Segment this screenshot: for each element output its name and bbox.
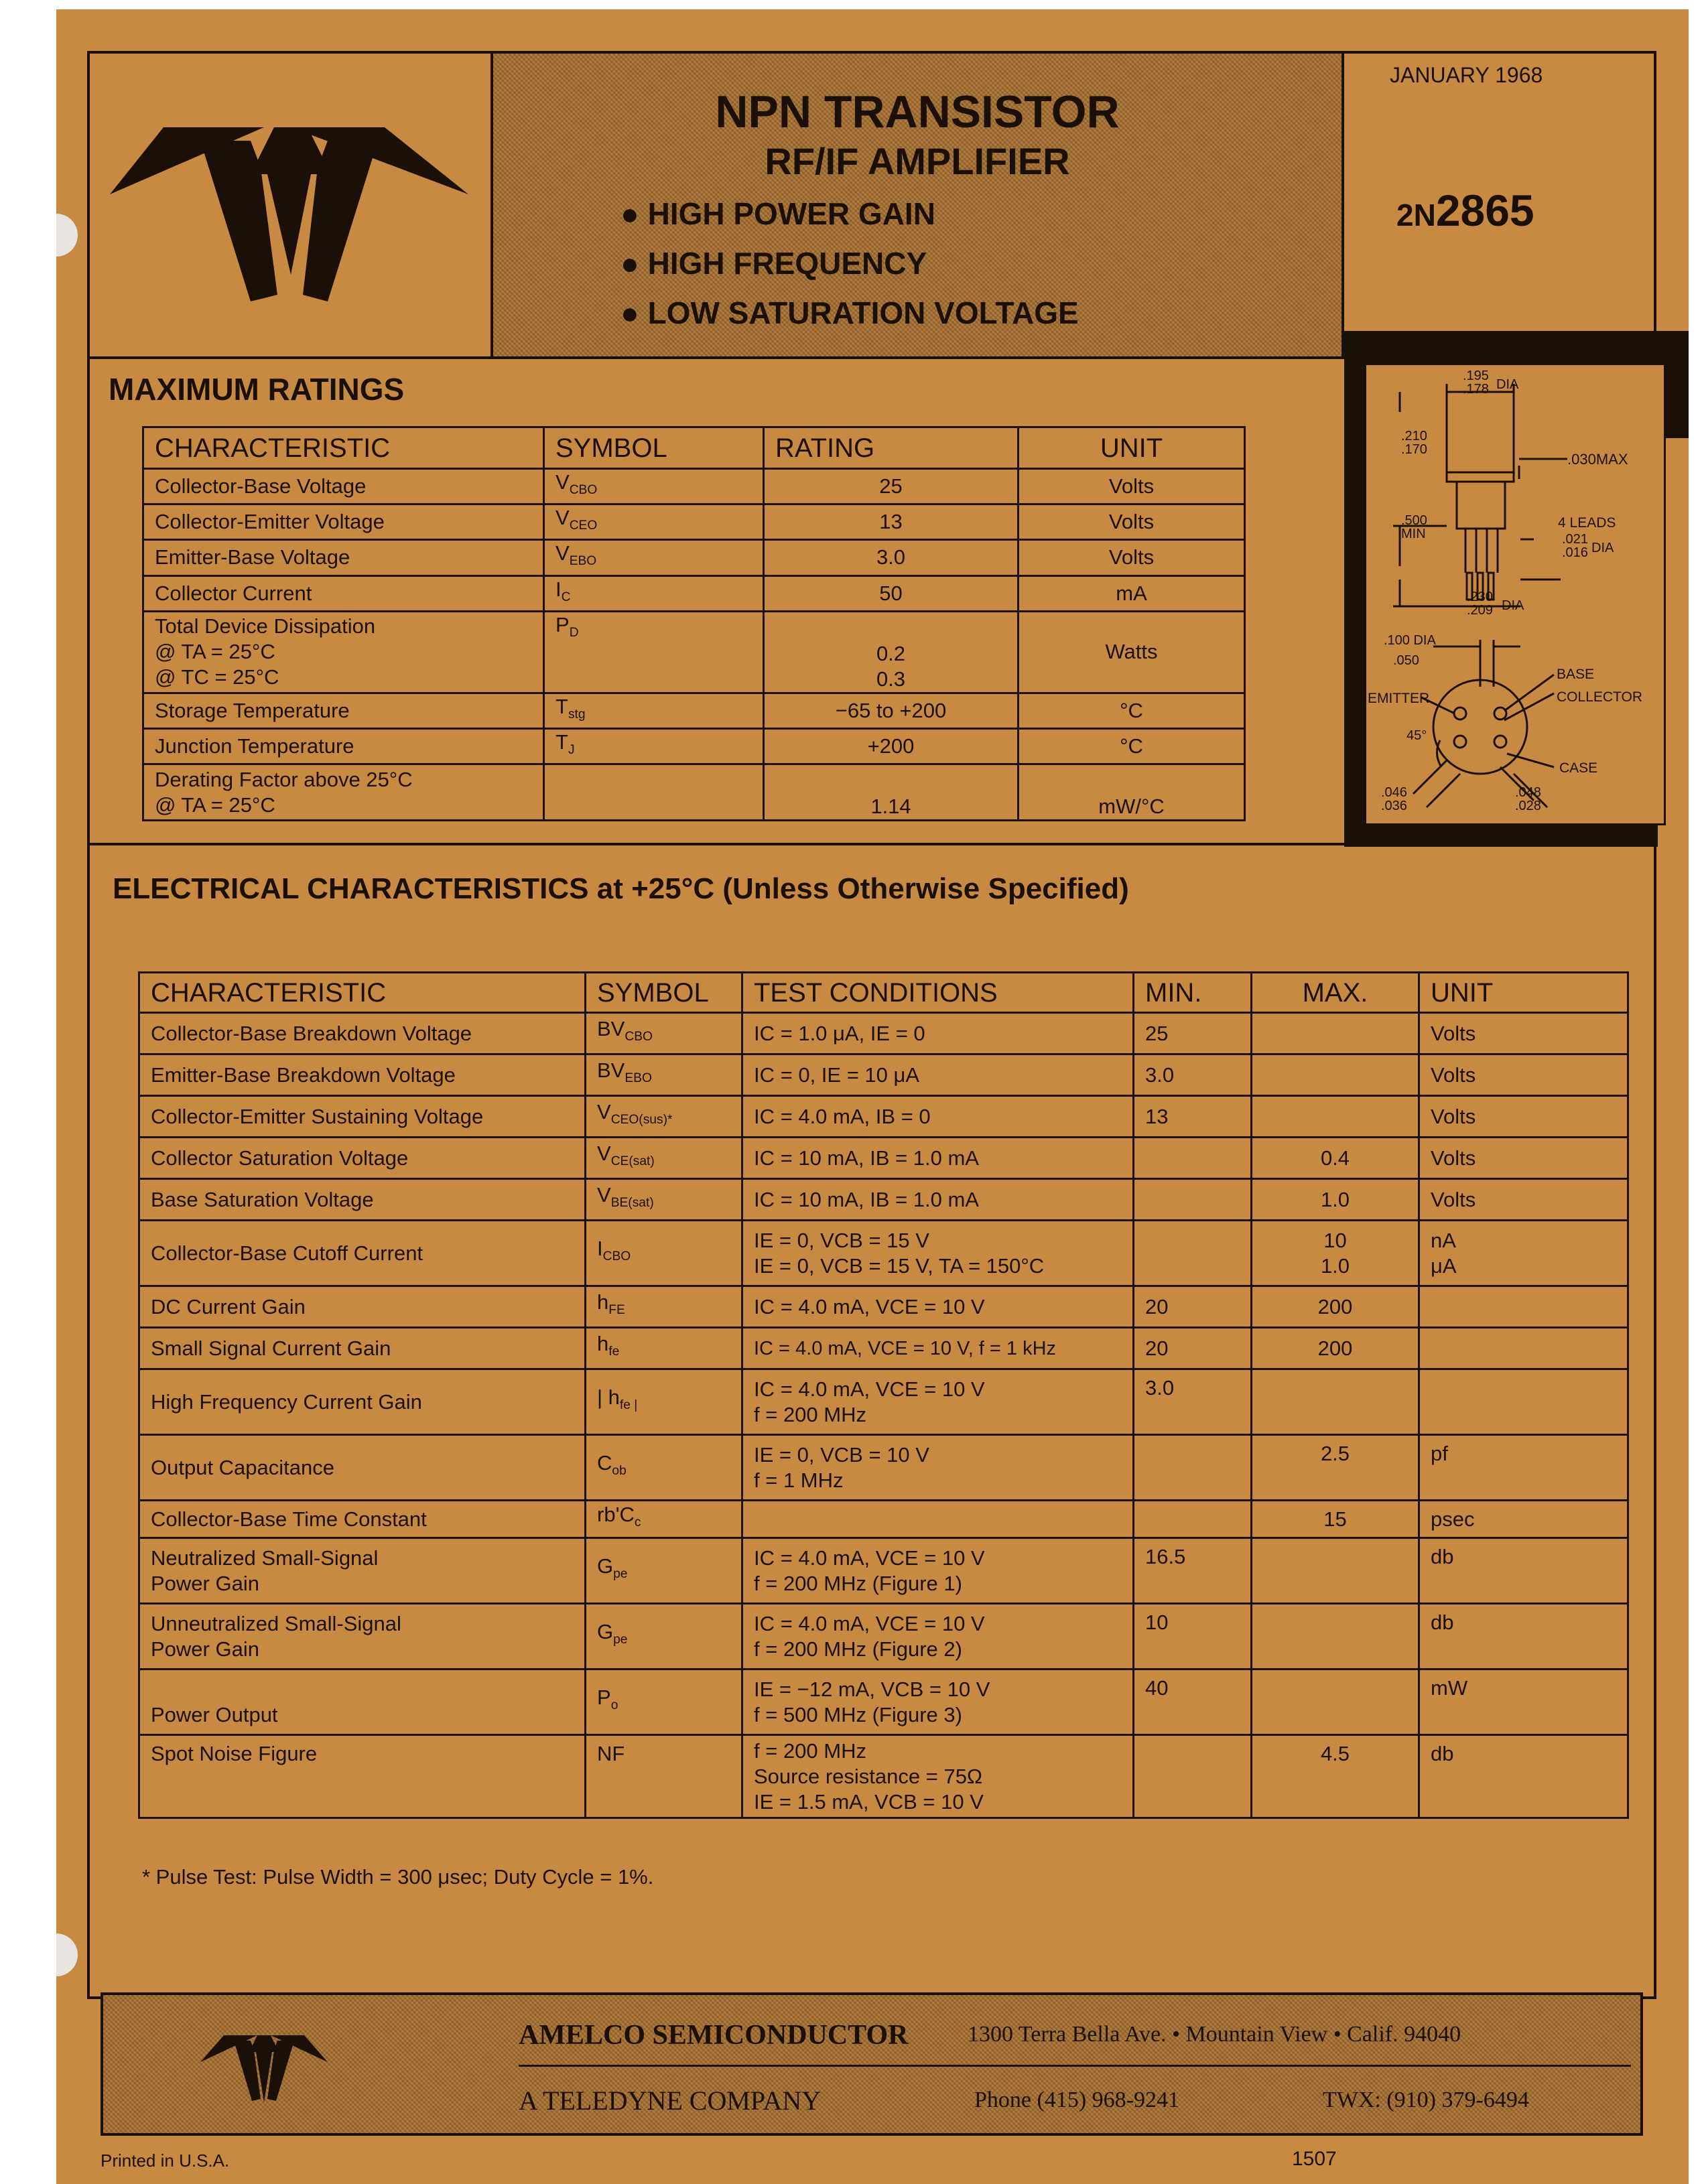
symbol-main: | h	[597, 1385, 620, 1410]
table-header-row	[139, 973, 1628, 1013]
dim-tab-2: .048 .028	[1515, 785, 1541, 813]
characteristic: Collector-Base Cutoff Current	[139, 1221, 586, 1286]
table-row	[139, 1054, 1628, 1096]
dim-base-dia: .230 .209	[1467, 590, 1493, 618]
table-row	[143, 504, 1245, 540]
max	[1252, 1096, 1419, 1138]
part-number	[1396, 185, 1534, 236]
table-row	[139, 1501, 1628, 1538]
characteristic: DC Current Gain	[139, 1286, 586, 1328]
table-row	[143, 611, 1245, 693]
min: 20	[1134, 1328, 1252, 1369]
characteristic: High Frequency Current Gain	[139, 1369, 586, 1435]
symbol-main: T	[555, 694, 568, 718]
symbol-main: h	[597, 1290, 609, 1314]
test-conditions: IC = 4.0 mA, VCE = 10 V	[742, 1286, 1134, 1328]
col-rating: RATING	[764, 427, 1019, 469]
table-row	[143, 728, 1245, 764]
symbol-main: V	[555, 470, 570, 494]
table-header-row	[143, 427, 1245, 469]
min: 10	[1134, 1604, 1252, 1669]
characteristic: Collector Current	[143, 575, 544, 611]
unit: Volts	[1019, 469, 1245, 504]
max	[1252, 1604, 1419, 1669]
characteristic: Collector-Base Breakdown Voltage	[139, 1013, 586, 1054]
symbol-main: V	[597, 1142, 611, 1166]
test-conditions: IE = −12 mA, VCB = 10 V f = 500 MHz (Figure 3)	[742, 1669, 1134, 1735]
company-name: AMELCO SEMICONDUCTOR	[519, 2020, 909, 2051]
symbol	[544, 575, 764, 611]
unit: db	[1419, 1604, 1628, 1669]
table-row	[139, 1735, 1628, 1818]
table-row	[139, 1369, 1628, 1435]
symbol	[586, 1221, 742, 1286]
col-characteristic: CHARACTERISTIC	[139, 973, 586, 1013]
dim-top-dia-label: DIA	[1496, 377, 1519, 392]
table-row	[139, 1538, 1628, 1604]
symbol-sub: C	[561, 590, 571, 604]
symbol	[586, 1369, 742, 1435]
characteristic: Emitter-Base Voltage	[143, 540, 544, 575]
table-row	[139, 1286, 1628, 1328]
rating: 1.14	[764, 764, 1019, 821]
dim-angle: 45°	[1406, 728, 1427, 743]
unit: Volts	[1419, 1096, 1628, 1138]
symbol-main: V	[597, 1183, 611, 1207]
symbol	[586, 1435, 742, 1501]
symbol-sub: fe |	[619, 1398, 638, 1413]
max	[1252, 1669, 1419, 1735]
symbol	[544, 764, 764, 821]
col-max: MAX.	[1252, 973, 1419, 1013]
characteristic: Small Signal Current Gain	[139, 1328, 586, 1369]
rating: −65 to +200	[764, 693, 1019, 728]
test-conditions: IC = 0, IE = 10 μA	[742, 1054, 1134, 1096]
dim-top-dia: .195 .178	[1463, 368, 1489, 397]
symbol-main: P	[597, 1686, 611, 1710]
feature-2: ● HIGH FREQUENCY	[620, 246, 927, 281]
dim-base-dia-label: DIA	[1502, 598, 1524, 613]
unit: db	[1419, 1538, 1628, 1604]
max-ratings-table	[142, 426, 1246, 821]
table-row	[139, 1435, 1628, 1501]
page-code: 1507	[1292, 2148, 1337, 2170]
test-conditions: IC = 4.0 mA, IB = 0	[742, 1096, 1134, 1138]
pin-base-label: BASE	[1557, 667, 1595, 682]
table-row	[139, 1179, 1628, 1221]
symbol	[586, 1669, 742, 1735]
col-min: MIN.	[1134, 973, 1252, 1013]
unit: Volts	[1019, 504, 1245, 540]
symbol-sub: CEO(sus)*	[610, 1113, 673, 1128]
teledyne-footer-logo-icon	[197, 2015, 331, 2116]
characteristic: Power Output	[139, 1669, 586, 1735]
characteristic: Total Device Dissipation @ TA = 25°C @ TC = 25°C	[143, 611, 544, 693]
unit: pf	[1419, 1435, 1628, 1501]
max: 10 1.0	[1252, 1221, 1419, 1286]
punch-hole	[56, 1933, 78, 1976]
symbol-sub: D	[569, 625, 579, 640]
max: 15	[1252, 1501, 1419, 1538]
col-characteristic: CHARACTERISTIC	[143, 427, 544, 469]
phone-number: Phone (415) 968-9241	[974, 2088, 1179, 2112]
min: 3.0	[1134, 1054, 1252, 1096]
feature-1: ● HIGH POWER GAIN	[620, 196, 935, 231]
unit: °C	[1019, 693, 1245, 728]
symbol	[544, 693, 764, 728]
min	[1134, 1435, 1252, 1501]
symbol-sub: CEO	[569, 519, 598, 533]
max	[1252, 1538, 1419, 1604]
characteristic: Collector Saturation Voltage	[139, 1138, 586, 1179]
col-test-conditions: TEST CONDITIONS	[742, 973, 1134, 1013]
dim-lead-max: .030MAX	[1567, 451, 1628, 468]
punch-hole	[56, 214, 78, 257]
unit: Volts	[1419, 1138, 1628, 1179]
max	[1252, 1369, 1419, 1435]
unit: nA μA	[1419, 1221, 1628, 1286]
characteristic: Derating Factor above 25°C @ TA = 25°C	[143, 764, 544, 821]
symbol	[586, 1179, 742, 1221]
footer-band	[101, 1992, 1643, 2136]
table-row	[139, 1096, 1628, 1138]
max-ratings-title: MAXIMUM RATINGS	[109, 372, 405, 407]
symbol	[586, 1096, 742, 1138]
min: 25	[1134, 1013, 1252, 1054]
pin-case-label: CASE	[1559, 760, 1598, 776]
symbol-sub: J	[568, 743, 575, 758]
pin-collector-label: COLLECTOR	[1557, 689, 1642, 705]
symbol-sub: c	[634, 1515, 641, 1530]
symbol	[586, 1604, 742, 1669]
symbol-main: I	[597, 1237, 603, 1261]
characteristic: Collector-Base Voltage	[143, 469, 544, 504]
symbol-main: V	[555, 541, 570, 565]
package-outline-drawing	[1364, 363, 1666, 825]
table-row	[143, 764, 1245, 821]
symbol-sub: EBO	[569, 554, 597, 569]
test-conditions: IC = 10 mA, IB = 1.0 mA	[742, 1138, 1134, 1179]
unit	[1419, 1328, 1628, 1369]
symbol	[544, 469, 764, 504]
test-conditions: f = 200 MHz Source resistance = 75Ω IE = 1.5 mA, VCB = 10 V	[742, 1735, 1134, 1818]
feature-label: LOW SATURATION VOLTAGE	[647, 295, 1079, 330]
pulse-test-footnote: * Pulse Test: Pulse Width = 300 μsec; Duty Cycle = 1%.	[142, 1865, 654, 1889]
feature-label: HIGH POWER GAIN	[647, 196, 935, 231]
symbol-main: rb'C	[597, 1503, 635, 1527]
parent-company: A TELEDYNE COMPANY	[519, 2086, 822, 2116]
symbol-sub: CBO	[602, 1249, 631, 1264]
table-row	[139, 1669, 1628, 1735]
printed-in-usa: Printed in U.S.A.	[101, 2151, 230, 2171]
symbol-main: G	[597, 1620, 614, 1644]
pin-emitter-label: EMITTER	[1368, 691, 1430, 706]
part-digits: 2865	[1435, 186, 1534, 235]
characteristic: Output Capacitance	[139, 1435, 586, 1501]
test-conditions: IC = 4.0 mA, VCE = 10 V, f = 1 kHz	[742, 1328, 1134, 1369]
rating: 50	[764, 575, 1019, 611]
teledyne-logo-icon	[90, 54, 490, 356]
symbol-sub: pe	[613, 1633, 628, 1647]
symbol-main: BV	[597, 1017, 625, 1041]
max	[1252, 1054, 1419, 1096]
characteristic: Base Saturation Voltage	[139, 1179, 586, 1221]
min	[1134, 1735, 1252, 1818]
unit: Volts	[1419, 1054, 1628, 1096]
characteristic: Collector-Base Time Constant	[139, 1501, 586, 1538]
feature-3: ● LOW SATURATION VOLTAGE	[620, 295, 1079, 330]
unit: Watts	[1019, 611, 1245, 693]
test-conditions: IC = 4.0 mA, VCE = 10 V f = 200 MHz	[742, 1369, 1134, 1435]
test-conditions	[742, 1501, 1134, 1538]
product-title: NPN TRANSISTOR	[715, 86, 1120, 137]
characteristic: Spot Noise Figure	[139, 1735, 586, 1818]
dim-height: .210 .170	[1401, 429, 1427, 457]
symbol	[586, 1286, 742, 1328]
symbol-main: C	[597, 1451, 612, 1475]
symbol-main: V	[555, 506, 570, 530]
min	[1134, 1501, 1252, 1538]
max: 200	[1252, 1328, 1419, 1369]
symbol-main: I	[555, 577, 562, 601]
unit: Volts	[1419, 1013, 1628, 1054]
feature-label: HIGH FREQUENCY	[647, 246, 927, 281]
test-conditions: IC = 4.0 mA, VCE = 10 V f = 200 MHz (Figure 1)	[742, 1538, 1134, 1604]
unit: mW	[1419, 1669, 1628, 1735]
symbol-main: h	[597, 1332, 609, 1356]
min	[1134, 1221, 1252, 1286]
max: 200	[1252, 1286, 1419, 1328]
max	[1252, 1013, 1419, 1054]
symbol-main: G	[597, 1554, 614, 1578]
symbol	[586, 1501, 742, 1538]
symbol-main: BV	[597, 1059, 625, 1083]
symbol-sub: EBO	[625, 1071, 652, 1086]
characteristic: Collector-Emitter Sustaining Voltage	[139, 1096, 586, 1138]
max: 1.0	[1252, 1179, 1419, 1221]
electrical-table	[138, 971, 1629, 1819]
rating: 3.0	[764, 540, 1019, 575]
dim-tab-1: .046 .036	[1381, 785, 1407, 813]
symbol-sub: CBO	[625, 1030, 653, 1044]
table-row	[139, 1328, 1628, 1369]
twx-number: TWX: (910) 379-6494	[1323, 2088, 1529, 2112]
symbol-sub: BE(sat)	[610, 1196, 654, 1211]
unit: psec	[1419, 1501, 1628, 1538]
min: 20	[1134, 1286, 1252, 1328]
test-conditions: IE = 0, VCB = 10 V f = 1 MHz	[742, 1435, 1134, 1501]
logo-box	[87, 51, 493, 359]
symbol-main: P	[555, 612, 570, 636]
rating: 13	[764, 504, 1019, 540]
symbol-main: NF	[597, 1742, 625, 1765]
symbol	[544, 728, 764, 764]
table-row	[143, 540, 1245, 575]
characteristic: Emitter-Base Breakdown Voltage	[139, 1054, 586, 1096]
rating: 0.2 0.3	[764, 611, 1019, 693]
table-row	[139, 1013, 1628, 1054]
symbol	[586, 1735, 742, 1818]
dim-pin-offset: .050	[1393, 653, 1419, 668]
test-conditions: IC = 4.0 mA, VCE = 10 V f = 200 MHz (Figure 2)	[742, 1604, 1134, 1669]
unit	[1419, 1286, 1628, 1328]
max: 2.5	[1252, 1435, 1419, 1501]
symbol	[586, 1328, 742, 1369]
unit: Volts	[1419, 1179, 1628, 1221]
title-box	[490, 51, 1344, 359]
unit: mA	[1019, 575, 1245, 611]
max: 4.5	[1252, 1735, 1419, 1818]
col-unit: UNIT	[1419, 973, 1628, 1013]
footer-divider	[519, 2065, 1631, 2067]
symbol	[586, 1138, 742, 1179]
table-row	[139, 1604, 1628, 1669]
rating: +200	[764, 728, 1019, 764]
min	[1134, 1179, 1252, 1221]
symbol-sub: pe	[613, 1567, 628, 1582]
characteristic: Storage Temperature	[143, 693, 544, 728]
symbol-sub: CE(sat)	[610, 1154, 655, 1169]
characteristic: Collector-Emitter Voltage	[143, 504, 544, 540]
unit: °C	[1019, 728, 1245, 764]
symbol-sub: FE	[608, 1303, 625, 1318]
test-conditions: IE = 0, VCB = 15 V IE = 0, VCB = 15 V, TA = 150°C	[742, 1221, 1134, 1286]
min: 40	[1134, 1669, 1252, 1735]
min: 13	[1134, 1096, 1252, 1138]
symbol-sub: o	[610, 1698, 618, 1713]
dim-lead-dia-label: DIA	[1591, 541, 1614, 555]
symbol	[544, 504, 764, 540]
table-row	[139, 1138, 1628, 1179]
col-symbol: SYMBOL	[586, 973, 742, 1013]
unit: db	[1419, 1735, 1628, 1818]
characteristic: Junction Temperature	[143, 728, 544, 764]
datasheet-page	[56, 9, 1689, 2184]
table-row	[143, 575, 1245, 611]
part-prefix: 2N	[1396, 198, 1436, 232]
dim-lead-length: .500 MIN	[1401, 513, 1427, 541]
symbol-sub: ob	[612, 1464, 627, 1479]
symbol	[586, 1054, 742, 1096]
characteristic: Neutralized Small-Signal Power Gain	[139, 1538, 586, 1604]
symbol-sub: CBO	[569, 483, 598, 498]
unit: mW/°C	[1019, 764, 1245, 821]
min	[1134, 1138, 1252, 1179]
rating: 25	[764, 469, 1019, 504]
table-row	[143, 693, 1245, 728]
characteristic: Unneutralized Small-Signal Power Gain	[139, 1604, 586, 1669]
test-conditions: IC = 10 mA, IB = 1.0 mA	[742, 1179, 1134, 1221]
symbol	[544, 540, 764, 575]
max: 0.4	[1252, 1138, 1419, 1179]
min: 16.5	[1134, 1538, 1252, 1604]
min: 3.0	[1134, 1369, 1252, 1435]
symbol-sub: stg	[568, 707, 586, 722]
col-unit: UNIT	[1019, 427, 1245, 469]
col-symbol: SYMBOL	[544, 427, 764, 469]
issue-date: JANUARY 1968	[1390, 63, 1543, 87]
table-row	[143, 469, 1245, 504]
dim-lead-dia: .021 .016	[1562, 532, 1588, 560]
unit: Volts	[1019, 540, 1245, 575]
symbol-sub: fe	[608, 1345, 620, 1359]
company-address: 1300 Terra Bella Ave. • Mountain View • Calif. 94040	[968, 2022, 1461, 2047]
product-subtitle: RF/IF AMPLIFIER	[765, 140, 1070, 182]
symbol-main: T	[555, 730, 568, 754]
table-row	[139, 1221, 1628, 1286]
symbol-main: V	[597, 1100, 611, 1124]
electrical-title: ELECTRICAL CHARACTERISTICS at +25°C (Unless Otherwise Specified)	[113, 872, 1129, 905]
dim-pin-circle: .100 DIA	[1384, 633, 1436, 648]
dim-leads: 4 LEADS	[1558, 515, 1616, 531]
unit	[1419, 1369, 1628, 1435]
symbol	[586, 1538, 742, 1604]
test-conditions: IC = 1.0 μA, IE = 0	[742, 1013, 1134, 1054]
symbol	[544, 611, 764, 693]
symbol	[586, 1013, 742, 1054]
